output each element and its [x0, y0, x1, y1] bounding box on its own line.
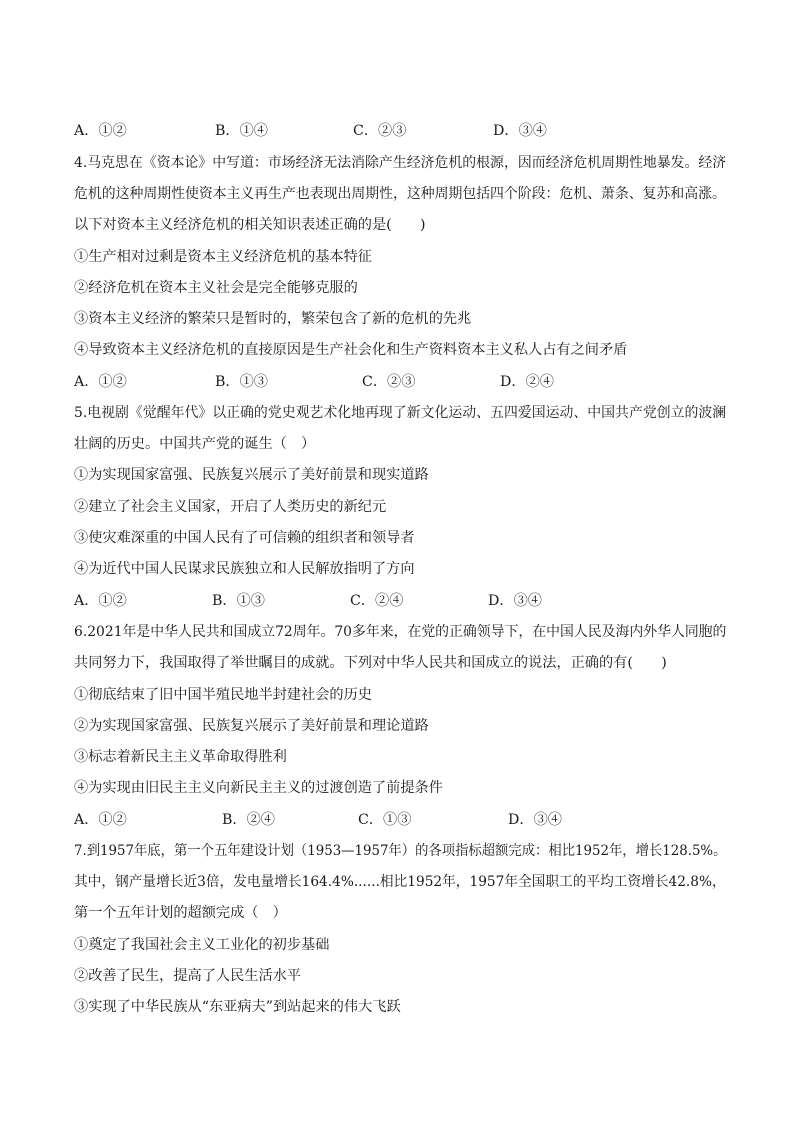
- q4-option-d: D．②④: [500, 374, 554, 390]
- q4-item-4: ④导致资本主义经济危机的直接原因是生产社会化和生产资料资本主义私人占有之间矛盾: [74, 342, 628, 358]
- q6-options: [74, 810, 634, 830]
- q6-item-4: ④为实现由旧民主主义向新民主主义的过渡创造了前提条件: [74, 780, 443, 796]
- q6-stem-line-1: 6.2021年是中华人民共和国成立72周年。70多年来，在党的正确领导下，在中国人民及海内外华人同胞的: [74, 624, 727, 640]
- q5-option-a: A．①②: [74, 593, 127, 609]
- q3-option-c: C．②③: [353, 123, 407, 139]
- q3-option-a: A．①②: [74, 123, 127, 139]
- q7-stem-line-2: 其中，钢产量增长近3倍，发电量增长164.4%......相比1952年，1957年全国职工的平均工资增长42.8%，: [74, 874, 726, 890]
- q5-item-4: ④为近代中国人民谋求民族独立和人民解放指明了方向: [74, 561, 415, 577]
- q6-item-3: ③标志着新民主主义革命取得胜利: [74, 749, 287, 765]
- q4-item-2: ②经济危机在资本主义社会是完全能够克服的: [74, 280, 358, 296]
- q5-options: [74, 591, 634, 611]
- q7-item-3: ③实现了中华民族从“东亚病夫”到站起来的伟大飞跃: [74, 999, 401, 1015]
- q6-stem-line-2: 共同努力下，我国取得了举世瞩目的成就。下列对中华人民共和国成立的说法，正确的有( ): [74, 655, 667, 671]
- q4-option-b: B．①③: [215, 374, 268, 390]
- q3-options: [74, 121, 634, 141]
- q5-option-c: C．②④: [350, 593, 404, 609]
- q5-item-1: ①为实现国家富强、民族复兴展示了美好前景和现实道路: [74, 467, 429, 483]
- q5-option-b: B．①③: [212, 593, 265, 609]
- q7-item-1: ①奠定了我国社会主义工业化的初步基础: [74, 937, 330, 953]
- q3-option-d: D．③④: [493, 123, 547, 139]
- q6-option-b: B．②④: [222, 812, 275, 828]
- q5-stem-line-1: 5.电视剧《觉醒年代》以正确的党史观艺术化地再现了新文化运动、五四爱国运动、中国共产党创立的波澜: [74, 405, 727, 421]
- q4-stem-line-1: 4.马克思在《资本论》中写道：市场经济无法消除产生经济危机的根源，因而经济危机周期性地暴发。经济: [74, 155, 727, 171]
- q5-item-2: ②建立了社会主义国家，开启了人类历史的新纪元: [74, 499, 387, 515]
- q6-option-d: D．③④: [508, 812, 562, 828]
- q4-stem-line-3: 以下对资本主义经济危机的相关知识表述正确的是( ): [74, 217, 426, 233]
- q7-stem-line-3: 第一个五年计划的超额完成（ ）: [74, 905, 287, 921]
- q5-item-3: ③使灾难深重的中国人民有了可信赖的组织者和领导者: [74, 530, 415, 546]
- q7-stem-line-1: 7.到1957年底，第一个五年建设计划（1953—1957年）的各项指标超额完成：相比1952年，增长128.5%。: [74, 843, 727, 859]
- q7-item-2: ②改善了民生，提高了人民生活水平: [74, 968, 302, 984]
- q6-option-c: C．①③: [358, 812, 412, 828]
- q4-item-3: ③资本主义经济的繁荣只是暂时的，繁荣包含了新的危机的先兆: [74, 311, 472, 327]
- q4-options: [74, 372, 634, 392]
- q4-stem-line-2: 危机的这种周期性使资本主义再生产也表现出周期性，这种周期包括四个阶段：危机、萧条、复苏和高涨。: [74, 186, 726, 202]
- q4-option-a: A．①②: [74, 374, 127, 390]
- q3-option-b: B．①④: [215, 123, 268, 139]
- q4-option-c: C．②③: [362, 374, 416, 390]
- q6-item-2: ②为实现国家富强、民族复兴展示了美好前景和理论道路: [74, 718, 429, 734]
- q4-item-1: ①生产相对过剩是资本主义经济危机的基本特征: [74, 249, 372, 265]
- q6-option-a: A．①②: [74, 812, 127, 828]
- q5-option-d: D．③④: [488, 593, 542, 609]
- q6-item-1: ①彻底结束了旧中国半殖民地半封建社会的历史: [74, 687, 372, 703]
- q5-stem-line-2: 壮阔的历史。中国共产党的诞生（ ）: [74, 436, 316, 452]
